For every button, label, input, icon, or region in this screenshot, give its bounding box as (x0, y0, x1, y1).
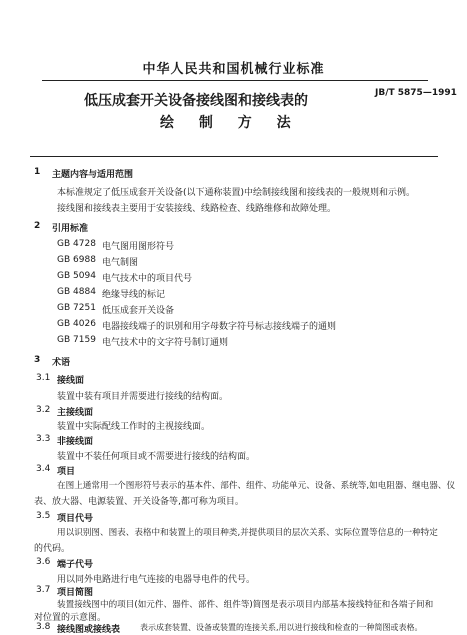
term-number: 3.8 (36, 622, 51, 632)
reference-code: GB 4884 (57, 287, 96, 297)
section-1-title: 主题内容与适用范围 (52, 170, 134, 180)
term-body: 装置中实际配线工作时的主视接线面。 (57, 422, 211, 432)
term-body: 表示成套装置、设备或装置的连接关系,用以进行接线和检查的一种简图或表格。 (140, 623, 423, 632)
term-body: 在图上通常用一个图形符号表示的基本件、部件、组件、功能单元、设备、系统等,如电阻器、继电器、仪 (57, 481, 456, 491)
reference-name: 电气技术中的文字符号制订通则 (102, 338, 229, 348)
term-number: 3.5 (36, 511, 51, 521)
term-number: 3.7 (36, 585, 51, 595)
term-body: 用以同外电路进行电气连接的电器导电件的代号。 (57, 575, 256, 585)
term-title: 接线图或接线表 (57, 625, 121, 635)
term-body: 用以识别图、图表、表格中和装置上的项目种类,并提供项目的层次关系、实际位置等信息的一种特定 (57, 528, 438, 538)
section-3-number: 3 (34, 355, 41, 365)
reference-name: 绝缘导线的标记 (102, 290, 166, 300)
reference-name: 电气图用图形符号 (102, 242, 175, 252)
section-3-title: 术语 (52, 358, 71, 368)
document-title-line2: 绘 制 方 法 (160, 115, 301, 131)
section-2-number: 2 (34, 221, 41, 231)
term-body-continued: 对位置的示意图。 (34, 613, 107, 623)
term-number: 3.1 (36, 373, 51, 383)
term-number: 3.4 (36, 464, 51, 474)
reference-code: GB 4026 (57, 319, 96, 329)
term-title: 接线面 (57, 376, 85, 386)
term-body: 装置接线图中的项目(如元件、器件、部件、组件等)简图是表示项目内部基本接线特征和各端子间和 (57, 600, 434, 610)
term-title: 非接线面 (57, 437, 94, 447)
standard-number: JB/T 5875—1991 (375, 88, 457, 98)
term-title: 端子代号 (57, 560, 94, 570)
term-number: 3.3 (36, 434, 51, 444)
term-body-continued: 的代码。 (34, 544, 71, 554)
section-1-number: 1 (34, 167, 41, 177)
term-body-continued: 表、放大器、电源装置、开关设备等,都可称为项目。 (34, 497, 244, 507)
reference-name: 电器接线端子的识别和用字母数字符号标志接线端子的通则 (102, 322, 337, 332)
section-1-paragraph-2: 接线图和接线表主要用于安装接线、线路检查、线路维修和故障处理。 (57, 204, 337, 214)
term-number: 3.2 (36, 405, 51, 415)
term-title: 项目简图 (57, 588, 94, 598)
reference-code: GB 7159 (57, 335, 96, 345)
reference-name: 低压成套开关设备 (102, 306, 175, 316)
reference-code: GB 6988 (57, 255, 96, 265)
reference-name: 电气技术中的项目代号 (102, 274, 193, 284)
term-number: 3.6 (36, 557, 51, 567)
title-rule (30, 156, 438, 157)
standard-category-title: 中华人民共和国机械行业标准 (142, 62, 325, 77)
reference-name: 电气制图 (102, 258, 139, 268)
term-body: 装置中装有项目并需要进行接线的结构面。 (57, 392, 229, 402)
term-title: 主接线面 (57, 408, 94, 418)
term-title: 项目代号 (57, 514, 94, 524)
section-2-title: 引用标准 (52, 224, 89, 234)
term-title: 项目 (57, 467, 76, 477)
header-rule (42, 80, 428, 81)
reference-code: GB 7251 (57, 303, 96, 313)
term-body: 装置中不装任何项目或不需要进行接线的结构面。 (57, 452, 256, 462)
reference-code: GB 5094 (57, 271, 96, 281)
section-1-paragraph-1: 本标准规定了低压成套开关设备(以下通称装置)中绘制接线图和接线表的一般规则和示例。 (57, 188, 416, 198)
reference-code: GB 4728 (57, 239, 96, 249)
document-title-line1: 低压成套开关设备接线图和接线表的 (84, 93, 308, 109)
